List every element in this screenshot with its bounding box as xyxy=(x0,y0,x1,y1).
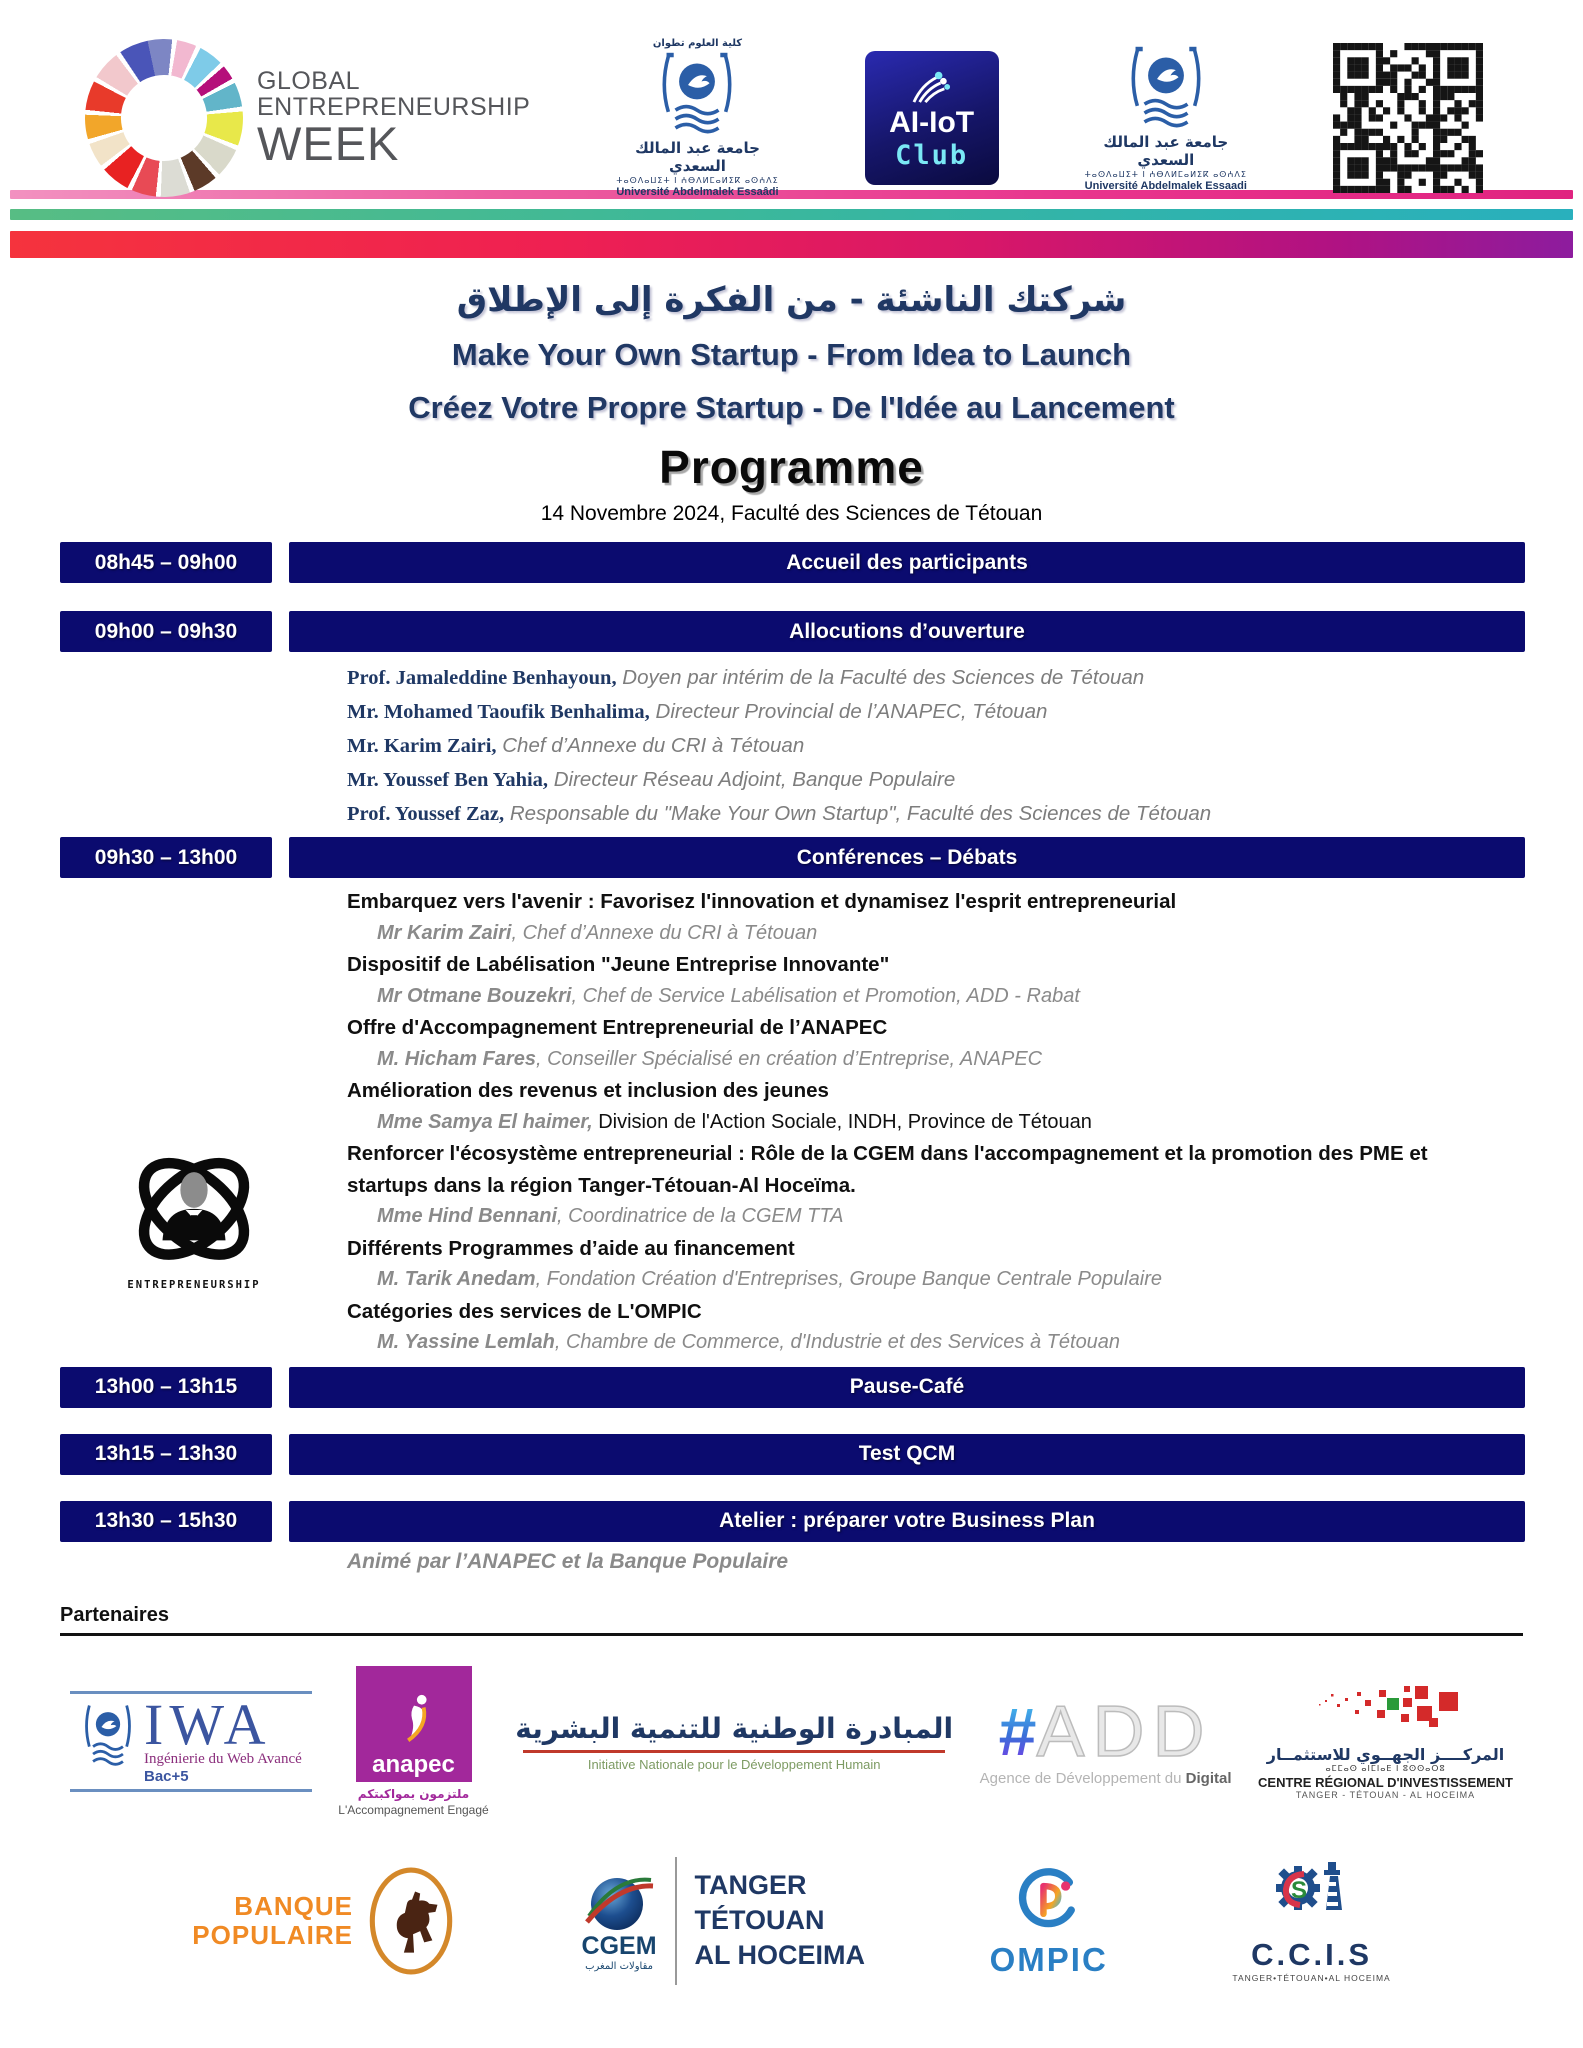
speaker-name: Mr. Mohamed Taoufik Benhalima, xyxy=(347,701,650,723)
cgem-region3: AL HOCEIMA xyxy=(694,1940,866,1971)
talk-title: Offre d'Accompagnement Entrepreneurial de l’ANAPEC xyxy=(347,1016,888,1039)
anapec-name: anapec xyxy=(372,1751,455,1778)
ompic-logo xyxy=(990,1862,1108,1979)
gew-line3: WEEK xyxy=(257,116,400,170)
session-title: Accueil des participants xyxy=(289,542,1525,583)
speaker-role: , Conseiller Spécialisé en création d’Entreprise, ANAPEC xyxy=(535,1047,1043,1070)
add-name: ADD xyxy=(1036,1692,1213,1772)
programme-heading: Programme xyxy=(659,441,924,493)
ompic-mark-icon xyxy=(1012,1862,1086,1936)
speaker-name: Mr Karim Zairi xyxy=(377,921,512,944)
cri-region: TANGER - TÉTOUAN - AL HOCEIMA xyxy=(1295,1789,1476,1800)
time-slot: 13h00 – 13h15 xyxy=(60,1367,272,1408)
aiiot-club: Club xyxy=(895,139,969,171)
cgem-name: CGEM xyxy=(581,1931,657,1960)
university2-name-arabic: جامعة عبد المالك السعدي xyxy=(1103,132,1229,169)
ccis-gear-lighthouse-icon xyxy=(1264,1858,1360,1934)
time-slot: 13h30 – 15h30 xyxy=(60,1501,272,1542)
partners-row-2 xyxy=(60,1846,1523,1996)
university2-name-latin: Université Abdelmalek Essaadi xyxy=(1084,179,1247,192)
qr-code xyxy=(1333,43,1483,193)
aiiot-name: AI-IoT xyxy=(889,105,975,139)
stripe-red xyxy=(10,231,1573,258)
speaker-name: Mme Samya El haimer, xyxy=(377,1110,593,1133)
indh-logo xyxy=(515,1712,953,1772)
iwa-degree: Bac+5 xyxy=(144,1768,189,1786)
session-title: Pause-Café xyxy=(289,1367,1525,1408)
anapec-arabic-tagline: ملتزمون بمواكبتكم xyxy=(357,1787,470,1801)
stripe-teal xyxy=(10,209,1573,220)
speaker-role: Division de l'Action Sociale, INDH, Province de Tétouan xyxy=(592,1110,1092,1133)
event-title-arabic: شركتك الناشئة - من الفكرة إلى الإطلاق xyxy=(456,280,1127,320)
list-item xyxy=(347,729,1465,763)
event-date-location: 14 Novembre 2024, Faculté des Sciences de Tétouan xyxy=(540,502,1043,525)
indh-underline xyxy=(523,1750,945,1753)
time-slot: 09h00 – 09h30 xyxy=(60,611,272,652)
university-logo-2 xyxy=(1081,45,1251,192)
schedule-row-conferences xyxy=(60,837,1525,878)
talk-speaker-line xyxy=(347,918,1465,950)
opening-speakers-list xyxy=(287,661,1465,831)
gew-line2: ENTREPRENEURSHIP xyxy=(257,92,531,121)
talk-title: Catégories des services de L'OMPIC xyxy=(347,1299,702,1323)
speaker-name: Mme Hind Bennani xyxy=(377,1205,558,1227)
add-tagline-text: Agence de Développement du xyxy=(979,1770,1186,1787)
speaker-role: Chef d’Annexe du CRI à Tétouan xyxy=(496,734,805,757)
add-tagline-bold: Digital xyxy=(1185,1770,1232,1787)
university-emblem-icon xyxy=(1121,45,1211,131)
iwa-name: IWA xyxy=(144,1691,272,1757)
session-title: Test QCM xyxy=(289,1434,1525,1475)
cgem-region xyxy=(695,1868,866,1973)
event-title-french: Créez Votre Propre Startup - De l'Idée au Lancement xyxy=(408,390,1175,425)
partners-section xyxy=(60,1604,1523,1996)
cgem-globe-icon xyxy=(583,1870,655,1934)
gew-line1: GLOBAL xyxy=(257,66,361,95)
speaker-role: Directeur Réseau Adjoint, Banque Populaire xyxy=(548,768,956,791)
cri-tifinagh-name: ⴰⵎⵎⴰⵙ ⴰⵏⵎⵏⴰⴹ ⵏ ⵓⵙⵙⴰⵔⵓ xyxy=(1325,1763,1446,1773)
talk-title: Dispositif de Labélisation "Jeune Entreprise Innovante" xyxy=(347,953,890,976)
time-slot: 09h30 – 13h00 xyxy=(60,837,272,878)
schedule xyxy=(60,542,1525,1574)
talk-title: Amélioration des revenus et inclusion des jeunes xyxy=(347,1079,829,1102)
speaker-name: Prof. Youssef Zaz, xyxy=(347,803,505,825)
university1-faculty-arabic: كلية العلوم تطوان xyxy=(652,38,743,49)
speaker-role: Directeur Provincial de l’ANAPEC, Tétouan xyxy=(649,700,1048,723)
add-logo xyxy=(979,1692,1232,1787)
bp-line1: BANQUE xyxy=(234,1891,353,1922)
cgem-logo xyxy=(582,1857,866,1985)
cgem-region1: TANGER xyxy=(694,1869,807,1900)
cgem-divider xyxy=(675,1857,677,1985)
speaker-role: Responsable du "Make Your Own Startup", Faculté des Sciences de Tétouan xyxy=(504,802,1212,825)
speaker-name: Prof. Jamaleddine Benhayoun, xyxy=(347,667,617,689)
workshop-note: Animé par l’ANAPEC et la Banque Populaire xyxy=(347,1549,789,1573)
partners-row-1 xyxy=(60,1666,1523,1818)
speaker-name: M. Tarik Anedam xyxy=(377,1268,536,1290)
iwa-logo xyxy=(70,1691,312,1792)
cri-squares-icon xyxy=(1311,1684,1461,1740)
add-hashtag: # xyxy=(998,1694,1037,1770)
cri-logo xyxy=(1258,1684,1513,1800)
speaker-name: Mr. Youssef Ben Yahia, xyxy=(347,769,549,791)
university-logo-1 xyxy=(612,38,782,198)
indh-latin-name: Initiative Nationale pour le Développement Humain xyxy=(587,1756,881,1772)
header-logos xyxy=(0,0,1583,198)
entrepreneurship-label: ENTREPRENEURSHIP xyxy=(127,1279,261,1291)
university-emblem-icon xyxy=(652,51,742,137)
aiiot-club-logo xyxy=(865,51,999,185)
cri-latin-name: CENTRE RÉGIONAL D'INVESTISSEMENT xyxy=(1258,1774,1513,1790)
university1-name-latin: Université Abdelmalek Essaâdi xyxy=(616,186,779,198)
session-title: Allocutions d’ouverture xyxy=(289,611,1525,652)
anapec-figure-icon xyxy=(385,1691,443,1753)
time-slot: 08h45 – 09h00 xyxy=(60,542,272,583)
entrepreneurship-badge xyxy=(110,1148,278,1291)
anapec-tagline: L'Accompagnement Engagé xyxy=(338,1803,489,1817)
bp-horse-icon xyxy=(365,1865,457,1977)
gew-ring-icon xyxy=(70,24,257,211)
university1-name-arabic: جامعة عبد المالك السعدي xyxy=(635,139,760,175)
partners-heading: Partenaires xyxy=(60,1603,169,1626)
ccis-logo xyxy=(1232,1858,1390,1983)
list-item xyxy=(347,763,1465,797)
list-item xyxy=(347,695,1465,729)
speaker-role: Doyen par intérim de la Faculté des Sciences de Tétouan xyxy=(616,666,1145,689)
event-title-english: Make Your Own Startup - From Idea to Launch xyxy=(451,337,1132,372)
iwa-subtitle: Ingénierie du Web Avancé xyxy=(144,1751,302,1768)
add-tagline xyxy=(980,1770,1232,1787)
schedule-row-pause xyxy=(60,1367,1525,1408)
university1-name-tifinagh: ⵜⴰⵙⴷⴰⵡⵉⵜ ⵏ ⵄⴱⴷⵍⵎⴰⵍⵉⴽ ⴰⵙⵄⴷⵉ xyxy=(616,176,779,185)
talk-speaker-line xyxy=(347,1044,1465,1076)
session-title: Conférences – Débats xyxy=(289,837,1525,878)
gew-logo xyxy=(85,39,530,197)
talk-speaker-line xyxy=(347,1201,1465,1233)
talk-speaker-line xyxy=(347,1327,1465,1359)
talk-title: Renforcer l'écosystème entrepreneurial : Rôle de la CGEM dans l'accompagnement et la promotion des PME et startups dans la région Tanger-Tétouan-Al Hoceïma. xyxy=(347,1142,1428,1197)
indh-arabic-name: المبادرة الوطنية للتنمية البشرية xyxy=(515,1711,954,1745)
list-item xyxy=(347,661,1465,695)
schedule-row-test xyxy=(60,1434,1525,1475)
talks-list xyxy=(347,886,1465,1359)
time-slot: 13h15 – 13h30 xyxy=(60,1434,272,1475)
cri-arabic-name: المركــــز الجهــوي للاستثمــار xyxy=(1266,1744,1505,1764)
talk-speaker-line xyxy=(347,981,1465,1013)
university2-name-tifinagh: ⵜⴰⵙⴷⴰⵡⵉⵜ ⵏ ⵄⴱⴷⵍⵎⴰⵍⵉⴽ ⴰⵙⵄⴷⵉ xyxy=(1084,169,1247,179)
speaker-role: , Fondation Création d'Entreprises, Groupe Banque Centrale Populaire xyxy=(535,1268,1162,1290)
speaker-name: Mr. Karim Zairi, xyxy=(347,735,497,757)
cgem-region2: TÉTOUAN xyxy=(694,1904,825,1935)
fiber-optic-icon xyxy=(908,66,956,104)
cgem-arabic: مقاولات المغرب xyxy=(585,1960,654,1972)
partners-divider xyxy=(60,1633,1523,1636)
talk-speaker-line xyxy=(347,1264,1465,1296)
iwa-university-mark-icon xyxy=(80,1701,136,1781)
schedule-row-atelier xyxy=(60,1501,1525,1542)
entrepreneurship-atom-icon xyxy=(119,1148,269,1274)
ccis-region: TANGER•TÉTOUAN•AL HOCEIMA xyxy=(1232,1973,1391,1983)
speaker-name: Mr Otmane Bouzekri xyxy=(377,984,572,1007)
list-item xyxy=(347,797,1465,831)
ccis-name: C.C.I.S xyxy=(1251,1937,1372,1972)
anapec-logo xyxy=(338,1666,488,1817)
banque-populaire-logo xyxy=(192,1865,457,1977)
gew-logo-text xyxy=(257,68,530,169)
talk-title: Embarquez vers l'avenir : Favorisez l'innovation et dynamisez l'esprit entrepreneurial xyxy=(347,890,1177,913)
speaker-name: M. Yassine Lemlah xyxy=(377,1331,555,1353)
svg-text:S: S xyxy=(1290,1877,1307,1904)
speaker-role: , Coordinatrice de la CGEM TTA xyxy=(557,1205,844,1227)
speaker-role: , Chef de Service Labélisation et Promotion, ADD - Rabat xyxy=(571,984,1080,1007)
bp-line2: POPULAIRE xyxy=(192,1919,353,1950)
talk-title: Différents Programmes d’aide au financement xyxy=(347,1236,795,1260)
anapec-box xyxy=(356,1666,472,1782)
session-title: Atelier : préparer votre Business Plan xyxy=(289,1501,1525,1542)
talk-speaker-line xyxy=(347,1107,1465,1139)
speaker-role: , Chambre de Commerce, d'Industrie et des Services à Tétouan xyxy=(554,1331,1121,1353)
schedule-row-accueil xyxy=(60,542,1525,583)
speaker-role: , Chef d’Annexe du CRI à Tétouan xyxy=(511,921,818,944)
speaker-name: M. Hicham Fares xyxy=(377,1047,536,1070)
ompic-name: OMPIC xyxy=(989,1941,1108,1978)
schedule-row-allocutions xyxy=(60,611,1525,652)
